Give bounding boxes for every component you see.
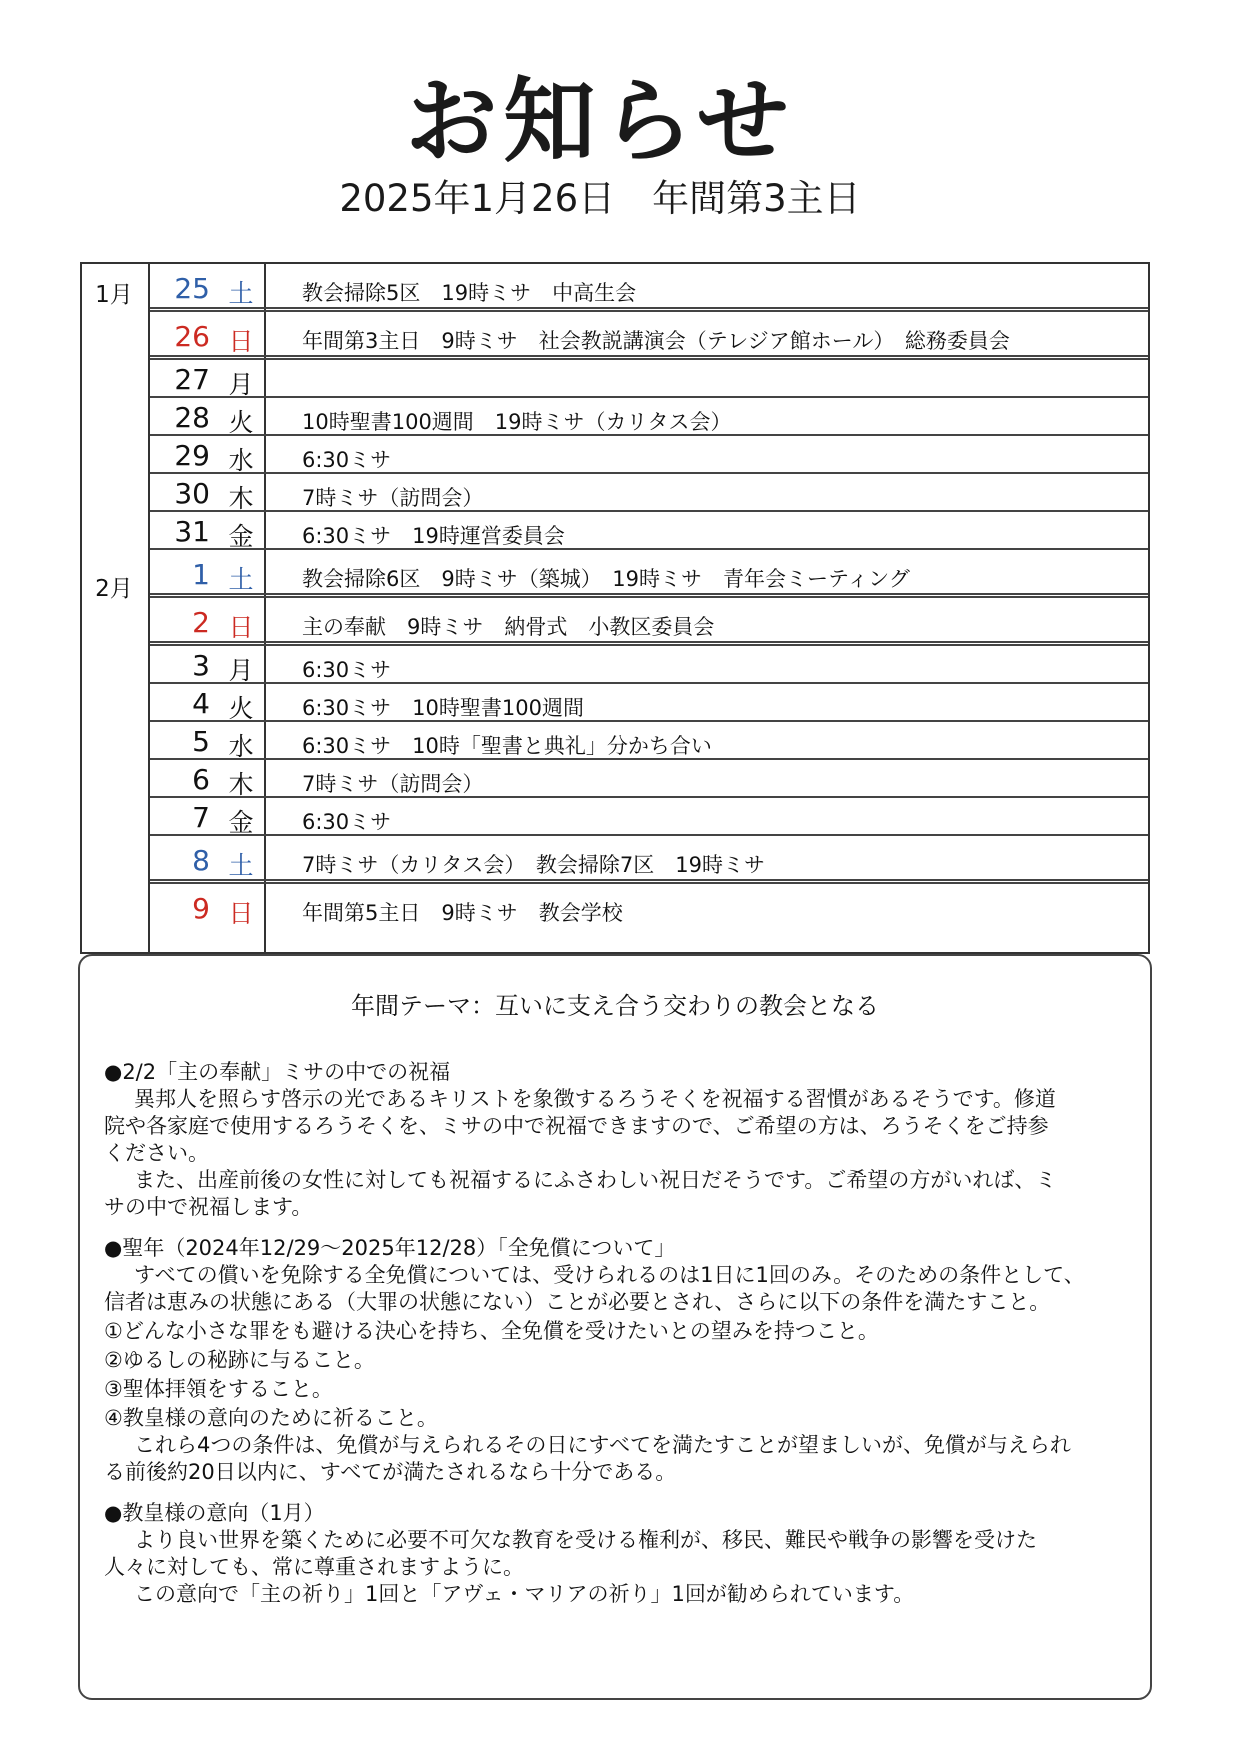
- calendar-row: [150, 512, 1148, 550]
- paragraph-line: 信者は恵みの状態にある（大罪の状態にない）ことが必要とされ、さらに以下の条件を満たすこと。: [104, 1290, 1051, 1314]
- paragraph-line: サの中で祝福します。: [104, 1195, 313, 1219]
- event-text: 6:30ミサ: [302, 810, 392, 834]
- day-number: 5: [192, 725, 210, 758]
- weekday-label: 月: [228, 370, 254, 399]
- event-text: 10時聖書100週間 19時ミサ（カリタス会）: [302, 410, 732, 434]
- section-heading-pope-intention: ●教皇様の意向（1月）: [104, 1501, 325, 1525]
- calendar-row: [150, 436, 1148, 474]
- event-text: 6:30ミサ 10時聖書100週間: [302, 696, 584, 720]
- annual-theme: 年間テーマ：互いに支え合う交わりの教会となる: [351, 992, 879, 1020]
- paragraph-line: 人々に対しても、常に尊重されますように。: [104, 1555, 524, 1579]
- event-text: 教会掃除5区 19時ミサ 中高生会: [302, 281, 637, 305]
- section-heading-presentation: ●2/2「主の奉献」ミサの中での祝福: [104, 1060, 451, 1084]
- weekday-label: 土: [228, 851, 254, 880]
- event-text: 6:30ミサ 19時運営委員会: [302, 524, 565, 548]
- weekday-label: 火: [228, 694, 254, 723]
- month-label-february: 2月: [95, 576, 133, 602]
- calendar-row: [150, 836, 1148, 884]
- event-text: 7時ミサ（訪問会）: [302, 486, 484, 510]
- weekday-label: 水: [228, 446, 254, 475]
- condition-item: ①どんな小さな罪をも避ける決心を持ち、全免償を受けたいとの望みを持つこと。: [104, 1319, 879, 1343]
- calendar-row: [150, 312, 1148, 360]
- paragraph-line: これら4つの条件は、免償が与えられるその日にすべてを満たすことが望ましいが、免償が与えられ: [134, 1433, 1071, 1457]
- page-title: お知らせ: [405, 68, 795, 175]
- event-text: 教会掃除6区 9時ミサ（築城） 19時ミサ 青年会ミーティング: [302, 567, 910, 591]
- calendar-row: [150, 760, 1148, 798]
- day-number: 27: [174, 363, 210, 396]
- page-subtitle: 2025年1月26日 年間第3主日: [339, 177, 861, 220]
- paragraph-line: 院や各家庭で使用するろうそくを、ミサの中で祝福できますので、ご希望の方は、ろうそくをご持参: [104, 1114, 1049, 1138]
- calendar-row: [150, 798, 1148, 836]
- weekday-label: 金: [228, 522, 254, 551]
- paragraph-line: ください。: [104, 1141, 209, 1165]
- paragraph-line: より良い世界を築くために必要不可欠な教育を受ける権利が、移民、難民や戦争の影響を受けた: [134, 1528, 1037, 1552]
- calendar-row: [150, 398, 1148, 436]
- day-number: 3: [192, 649, 210, 682]
- weekday-label: 日: [228, 613, 254, 642]
- day-number: 8: [192, 844, 210, 877]
- day-number: 1: [192, 558, 210, 591]
- paragraph-line: 異邦人を照らす啓示の光であるキリストを象徴するろうそくを祝福する習慣があるそうです。修道: [134, 1087, 1056, 1111]
- event-text: 7時ミサ（訪問会）: [302, 772, 484, 796]
- day-number: 4: [192, 687, 210, 720]
- calendar-row: [150, 360, 1148, 398]
- condition-item: ③聖体拝領をすること。: [104, 1377, 333, 1401]
- day-number: 7: [192, 801, 210, 834]
- paragraph-line: この意向で「主の祈り」1回と「アヴェ・マリアの祈り」1回が勧められています。: [134, 1582, 915, 1606]
- calendar-row: [150, 722, 1148, 760]
- calendar-row: [150, 474, 1148, 512]
- calendar-row: [150, 884, 1148, 927]
- day-number: 6: [192, 763, 210, 796]
- paragraph-line: また、出産前後の女性に対しても祝福するにふさわしい祝日だそうです。ご希望の方がいれば、ミ: [134, 1168, 1057, 1192]
- event-text: 年間第3主日 9時ミサ 社会教説講演会（テレジア館ホール） 総務委員会: [302, 329, 1010, 353]
- weekday-label: 木: [228, 484, 254, 513]
- event-text: 7時ミサ（カリタス会） 教会掃除7区 19時ミサ: [302, 853, 765, 877]
- weekday-label: 土: [228, 279, 254, 308]
- weekday-label: 月: [228, 656, 254, 685]
- weekday-label: 木: [228, 770, 254, 799]
- day-number: 25: [174, 272, 210, 305]
- calendar-row: [150, 646, 1148, 684]
- day-number: 2: [192, 606, 210, 639]
- condition-item: ④教皇様の意向のために祈ること。: [104, 1406, 438, 1430]
- weekday-label: 日: [228, 899, 254, 928]
- day-number: 28: [174, 401, 210, 434]
- day-number: 9: [192, 892, 210, 925]
- weekday-label: 日: [228, 327, 254, 356]
- month-label-january: 1月: [95, 282, 133, 308]
- section-heading-jubilee: ●聖年（2024年12/29～2025年12/28）「全免償について」: [104, 1236, 676, 1260]
- weekday-label: 水: [228, 732, 254, 761]
- paragraph-line: る前後約20日以内に、すべてが満たされるなら十分である。: [104, 1460, 677, 1484]
- calendar-row: [150, 550, 1148, 598]
- condition-item: ②ゆるしの秘跡に与ること。: [104, 1348, 375, 1372]
- calendar-row: [150, 684, 1148, 722]
- schedule-calendar: [80, 262, 1150, 954]
- paragraph-line: すべての償いを免除する全免償については、受けられるのは1日に1回のみ。そのための条件として、: [134, 1263, 1085, 1287]
- event-text: 6:30ミサ 10時「聖書と典礼」分かち合い: [302, 734, 712, 758]
- weekday-label: 火: [228, 408, 254, 437]
- day-number: 31: [174, 515, 210, 548]
- calendar-row: [150, 264, 1148, 312]
- event-text: 6:30ミサ: [302, 658, 392, 682]
- weekday-label: 金: [228, 808, 254, 837]
- event-text: 主の奉献 9時ミサ 納骨式 小教区委員会: [302, 615, 715, 639]
- day-number: 26: [174, 320, 210, 353]
- event-text: 年間第5主日 9時ミサ 教会学校: [302, 901, 623, 925]
- day-number: 29: [174, 439, 210, 472]
- weekday-label: 土: [228, 565, 254, 594]
- day-number: 30: [174, 477, 210, 510]
- event-text: 6:30ミサ: [302, 448, 392, 472]
- notices-box: [78, 954, 1152, 1700]
- calendar-row: [150, 598, 1148, 646]
